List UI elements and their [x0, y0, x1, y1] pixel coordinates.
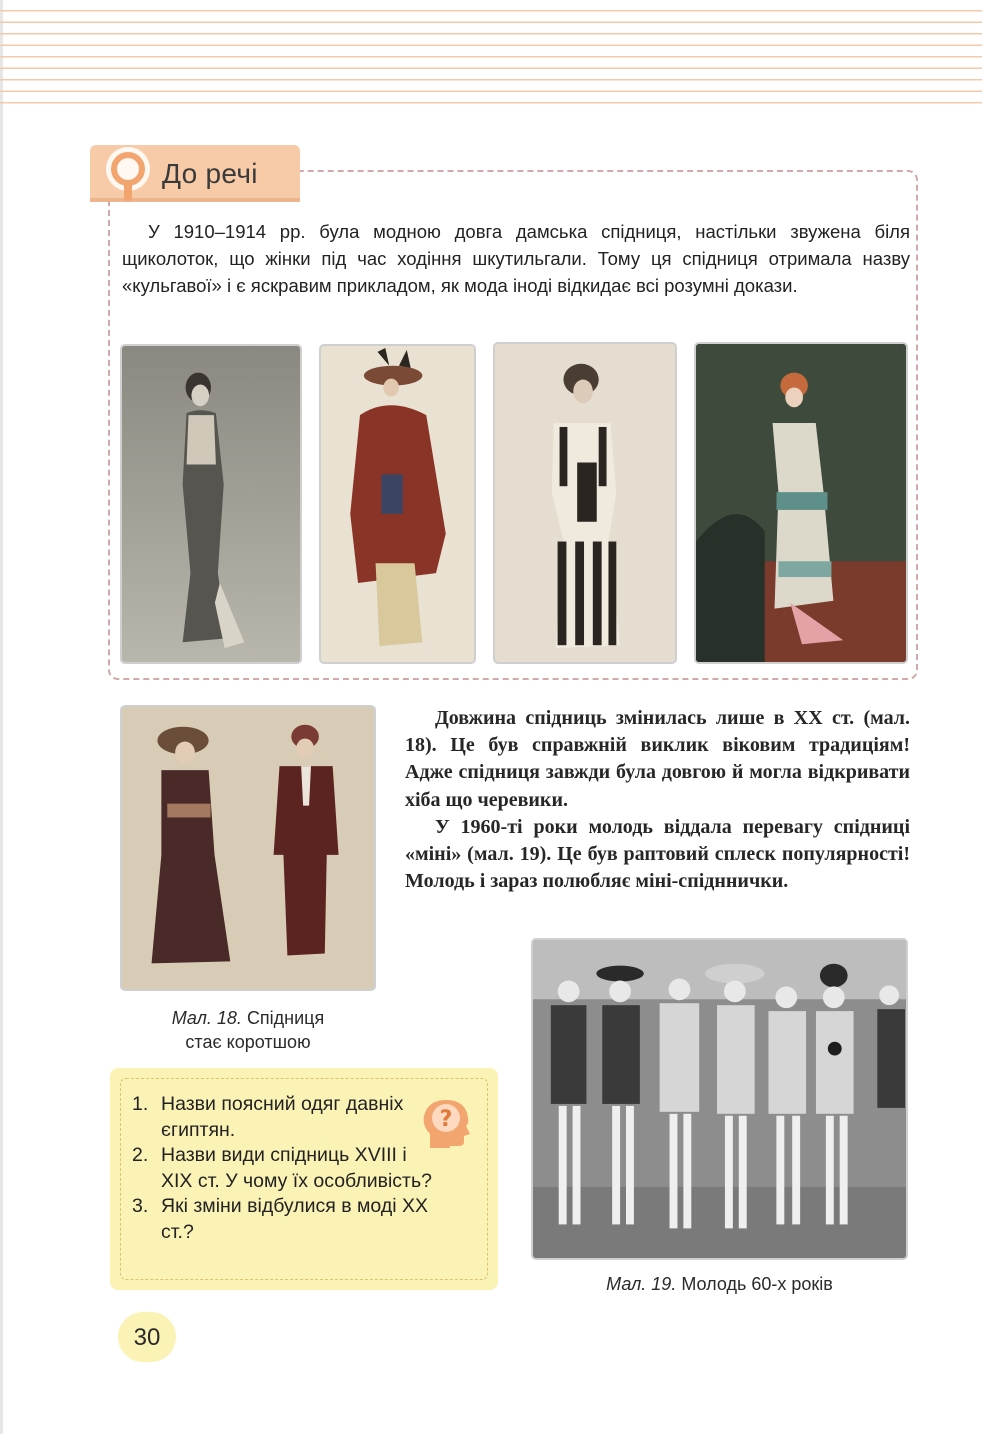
caption-fig19-text: Молодь 60-х років	[681, 1274, 833, 1294]
body-paragraph-2: У 1960-ті роки молодь віддала перевагу спідниці «міні» (мал. 19). Це був раптовий сплеск популярності! Молодь і зараз полюбляє міні-спідннички.	[405, 815, 910, 893]
caption-fig19	[531, 1272, 908, 1296]
caption-fig18-line1: Спідниця	[246, 1008, 325, 1028]
body-text	[405, 705, 910, 895]
question-number: 1.	[132, 1093, 149, 1115]
caption-fig18-line2: стає коротшою	[185, 1032, 311, 1052]
svg-text:?: ?	[439, 1107, 453, 1132]
magnifier-icon	[100, 143, 156, 205]
questions-list	[132, 1092, 432, 1245]
body-paragraph-1: Довжина спідниць змінилась лише в XX ст. (мал. 18). Це був справжній виклик віковим традиціям! Адже спідниця завжди була довгою й могла відкривати хіба що черевики.	[405, 707, 911, 811]
caption-fig18-label: Мал. 18.	[171, 1008, 242, 1028]
question-number: 2.	[132, 1144, 149, 1166]
top-decorative-lines	[0, 0, 982, 110]
photo-lady-long-dress-sepia	[120, 344, 302, 664]
note-text	[122, 218, 910, 299]
question-number: 3.	[132, 1195, 149, 1217]
photo-fig18-shorter-skirts	[120, 705, 376, 991]
question-item	[132, 1143, 432, 1194]
question-text: Які зміни відбулися в моді XX ст.?	[161, 1195, 428, 1243]
question-item	[132, 1194, 432, 1245]
caption-fig19-label: Мал. 19.	[606, 1274, 677, 1294]
photo-lady-striped-dress	[493, 342, 677, 664]
photo-fig19-sixties-youth	[531, 938, 908, 1260]
question-text: Назви поясний одяг давніх єгиптян.	[161, 1093, 404, 1141]
question-text: Назви види спідниць XVIII і XIX ст. У чому їх особливість?	[161, 1144, 432, 1192]
question-item	[132, 1092, 432, 1143]
page-edge	[0, 0, 3, 1434]
head-question-icon	[420, 1096, 474, 1152]
photo-lady-red-coat-illustration	[319, 344, 476, 664]
note-paragraph: У 1910–1914 рр. була модною довга дамська спідниця, настільки звужена біля щиколоток, що жінки під час ходіння шкутильгали. Тому ця спідниця отримала назву «кульгавої» і є яскравим прикладом, як мода іноді відкидає всі розумні докази.	[122, 221, 910, 296]
photo-lady-pastel-dress-painting	[694, 342, 908, 664]
note-title: До речі	[162, 158, 258, 189]
caption-fig18	[120, 1006, 376, 1054]
page-number: 30	[133, 1324, 161, 1351]
